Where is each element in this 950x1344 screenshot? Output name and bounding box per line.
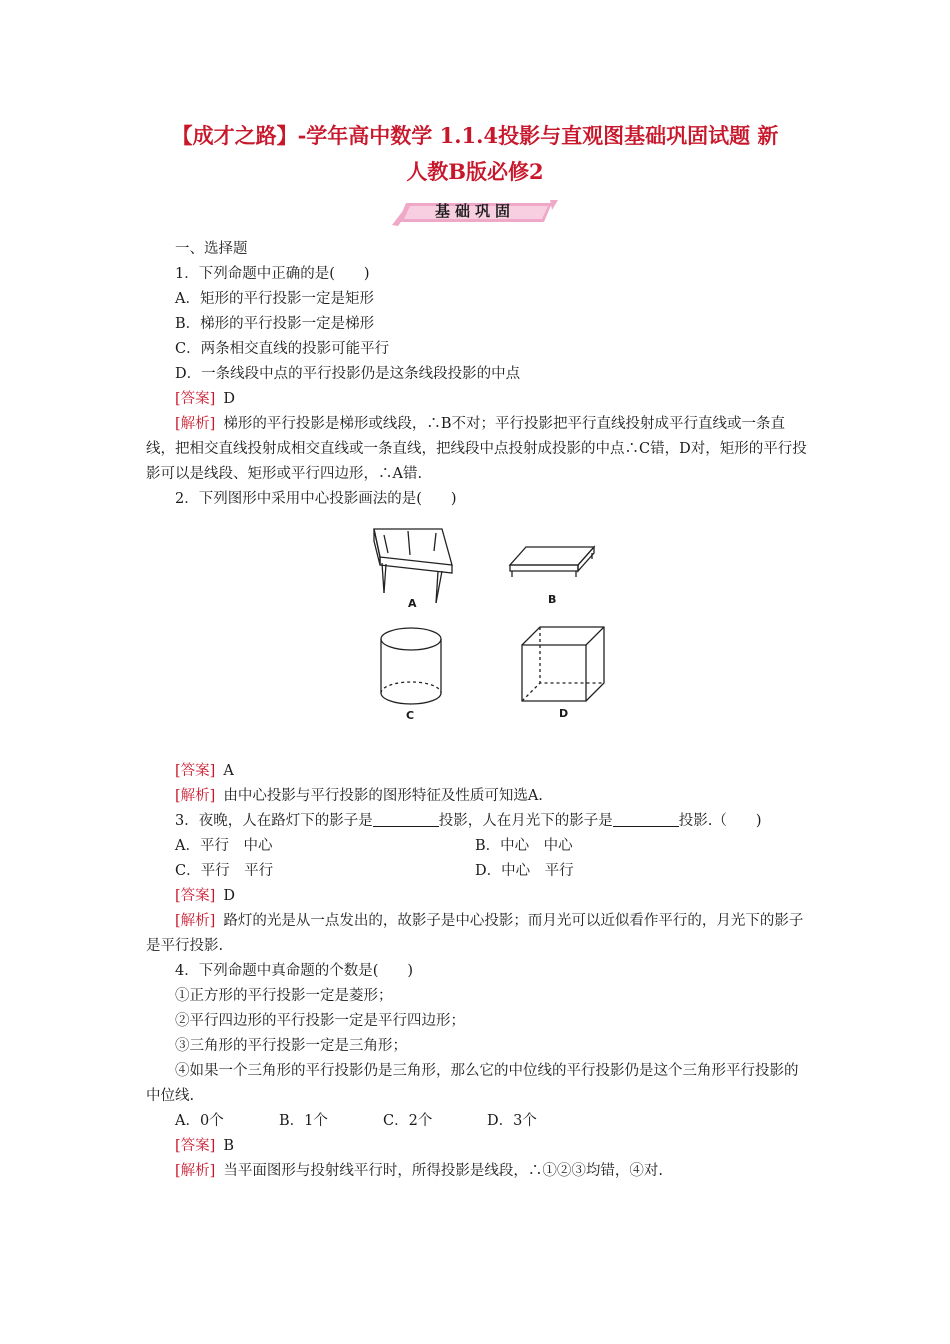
q1-stem: 1．下列命题中正确的是( ) [175, 266, 370, 282]
title-line-1: 【成才之路】-学年高中数学 1.1.4投影与直观图基础巩固试题 新 [171, 123, 779, 148]
answer-value: B [223, 1138, 234, 1154]
q3-stem-part-1: 3．夜晚，人在路灯下的影子是 [175, 813, 373, 829]
q3-option-c: C．平行 平行 [175, 863, 274, 879]
q1-answer [146, 387, 811, 412]
answer-tag: [答案] [175, 888, 216, 904]
q4-option-c: C．2个 [383, 1113, 433, 1129]
q2-analysis [146, 784, 811, 809]
q1-option-b: B．梯形的平行投影一定是梯形 [175, 316, 375, 332]
q4-item-3: ③三角形的平行投影一定是三角形； [175, 1038, 407, 1054]
q4-stem: 4．下列命题中真命题的个数是( ) [175, 963, 414, 979]
q4-answer [146, 1134, 811, 1159]
figure-label-d: D [559, 707, 569, 720]
q4-item-1: ①正方形的平行投影一定是菱形； [175, 988, 393, 1004]
q4-analysis [146, 1159, 811, 1184]
q4-option-d: D．3个 [487, 1113, 537, 1129]
page-title [60, 118, 890, 190]
q4-options-row [146, 1109, 811, 1134]
q1-option-a: A．矩形的平行投影一定是矩形 [175, 291, 374, 307]
q3-options-row-1 [146, 834, 811, 859]
banner-label: 基础巩固 [434, 202, 515, 220]
q2-figure [146, 517, 811, 757]
analysis-text: 当平面图形与投射线平行时，所得投影是线段，∴①②③均错，④对. [223, 1163, 663, 1179]
analysis-text: 路灯的光是从一点发出的，故影子是中心投影；而月光可以近似看作平行的，月光下的影子是平行投影. [146, 913, 804, 954]
q1-option-c: C．两条相交直线的投影可能平行 [175, 341, 390, 357]
q3-stem [146, 809, 811, 834]
figure-c-cylinder [381, 628, 441, 704]
q3-analysis [146, 909, 811, 959]
q4-option-a: A．0个 [175, 1113, 224, 1129]
analysis-text: 由中心投影与平行投影的图形特征及性质可知选A. [223, 788, 543, 804]
figure-b-table [510, 547, 594, 577]
document-body [146, 237, 811, 1184]
analysis-tag: [解析] [175, 913, 216, 929]
q3-stem-part-2: 投影，人在月光下的影子是 [438, 813, 613, 829]
q3-blank-2 [613, 812, 679, 827]
q3-options-row-2 [146, 859, 811, 884]
figure-label-c: C [406, 709, 415, 722]
analysis-tag: [解析] [175, 416, 216, 432]
q4-option-b: B．1个 [279, 1113, 328, 1129]
answer-value: D [223, 391, 235, 407]
answer-value: A [223, 763, 234, 779]
analysis-tag: [解析] [175, 1163, 216, 1179]
q3-blank-1 [373, 812, 439, 827]
q4-item-4: ④如果一个三角形的平行投影仍是三角形，那么它的中位线的平行投影仍是这个三角形平行投影的中位线. [146, 1063, 799, 1104]
q2-stem: 2．下列图形中采用中心投影画法的是( ) [175, 491, 457, 507]
figure-label-a: A [408, 597, 417, 610]
answer-value: D [223, 888, 235, 904]
analysis-tag: [解析] [175, 788, 216, 804]
q1-option-d: D．一条线段中点的平行投影仍是这条线段投影的中点 [175, 366, 521, 382]
q3-option-d: D．中心 平行 [475, 863, 574, 879]
figure-label-b: B [548, 593, 557, 606]
q3-option-a: A．平行 中心 [175, 838, 273, 854]
answer-tag: [答案] [175, 763, 216, 779]
q3-option-b: B．中心 中心 [475, 838, 573, 854]
q4-item-2: ②平行四边形的平行投影一定是平行四边形； [175, 1013, 465, 1029]
title-line-2: 人教B版必修2 [406, 159, 544, 184]
analysis-text: 梯形的平行投影是梯形或线段，∴B不对；平行投影把平行直线投射成平行直线或一条直线，把相交直线投射成相交直线或一条直线，把线段中点投射成投影的中点∴C错，D对，矩形的平行投影可以是线段、矩形或平行四边形，∴A错. [146, 416, 807, 482]
q2-answer [146, 759, 811, 784]
answer-tag: [答案] [175, 391, 216, 407]
q1-analysis [146, 412, 811, 487]
q3-answer [146, 884, 811, 909]
answer-tag: [答案] [175, 1138, 216, 1154]
q3-stem-part-3: 投影.（ ) [678, 813, 762, 829]
section-heading: 一、选择题 [175, 241, 248, 257]
figure-d-box [522, 627, 604, 701]
